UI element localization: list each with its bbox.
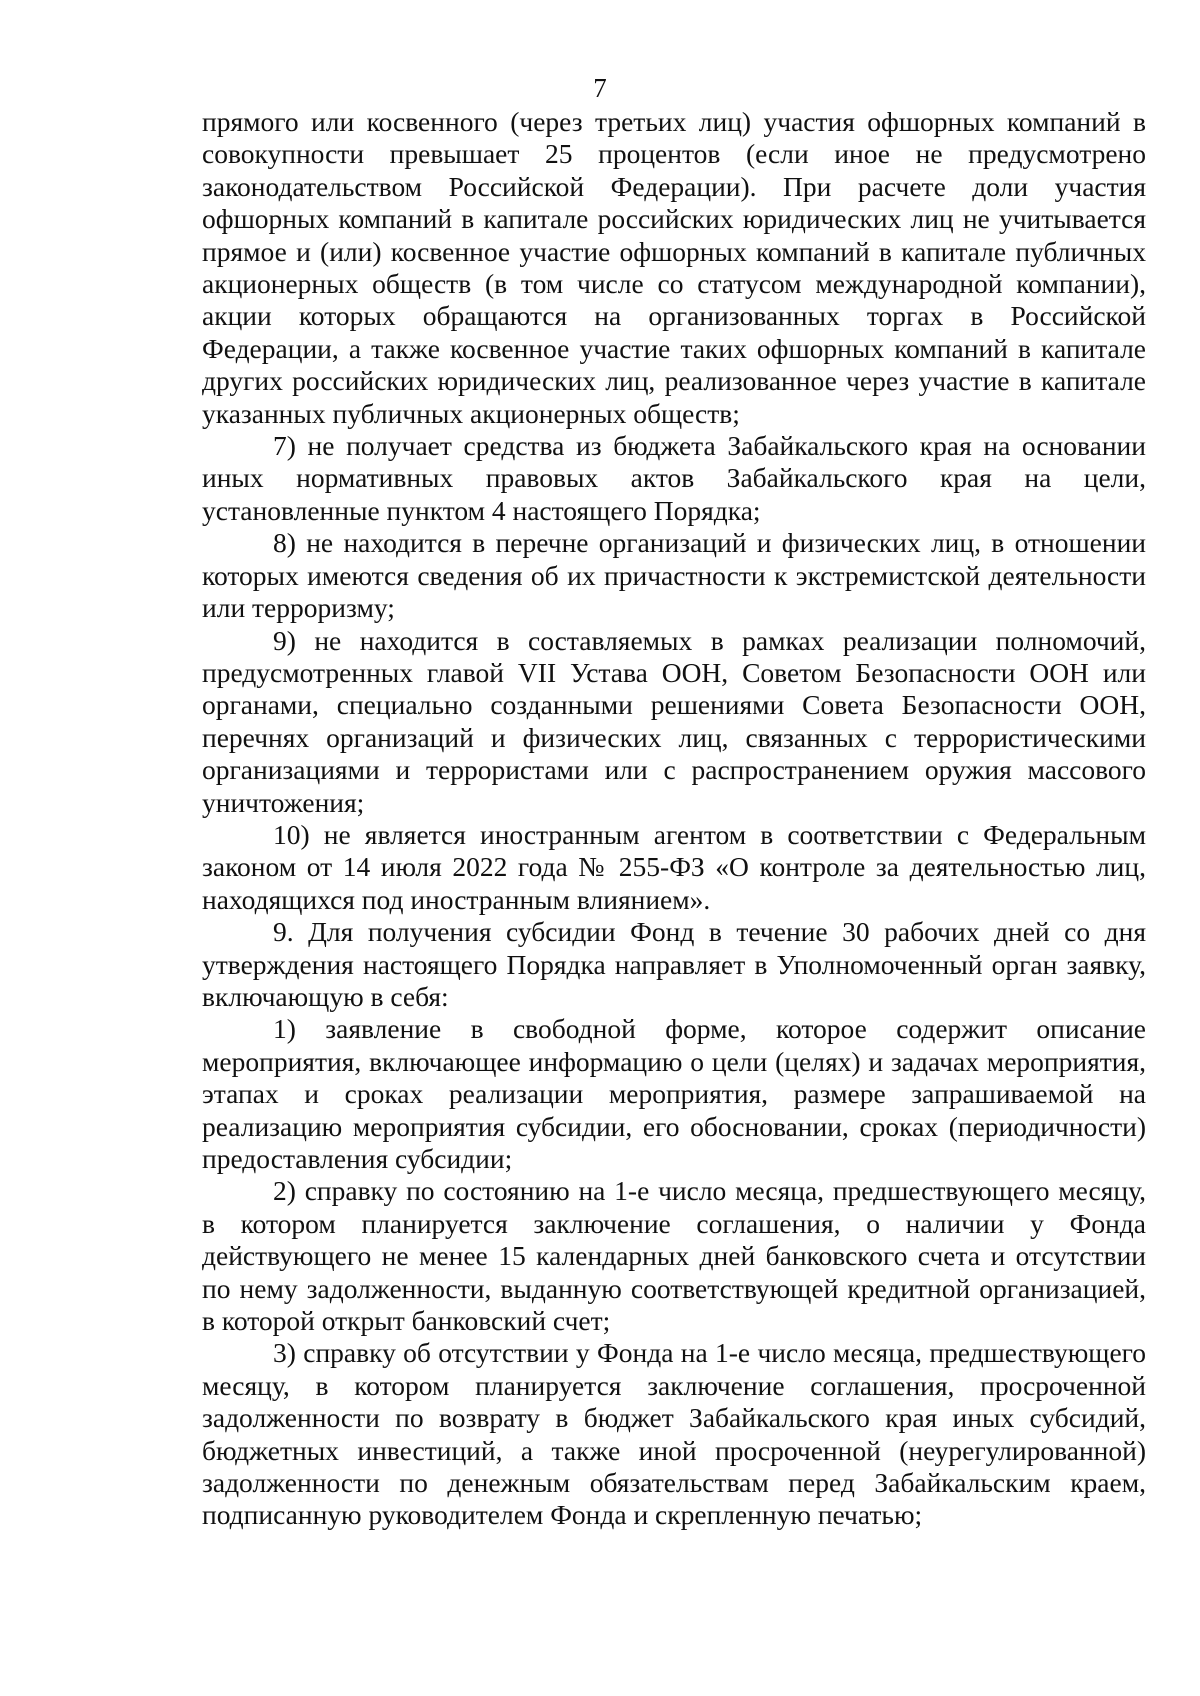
paragraph-item-7: 7) не получает средства из бюджета Забайкальского края на основании иных нормативных правовых актов Забайкальского края на цели, установленные пунктом 4 настоящего Порядка; [202,430,1146,526]
paragraph-subitem-3: 3) справку об отсутствии у Фонда на 1-е число месяца, предшествующего месяцу, в котором планируется заключение соглашения, просроченной задолженности по возврату в бюджет Забайкальского края иных субсидий, бюджетных инвестиций, а также иной просроченной (неурегулированной) задолженности по денежным обязательствам перед Забайкальским краем, подписанную руководителем Фонда и скрепленную печатью; [202,1337,1146,1531]
paragraph-offshore-participation: прямого или косвенного (через третьих лиц) участия офшорных компаний в совокупности превышает 25 процентов (если иное не предусмотрено законодательством Российской Федерации). При расчете доли участия офшорных компаний в капитале российских юридических лиц не учитывается прямое и (или) косвенное участие офшорных компаний в капитале публичных акционерных обществ (в том числе со статусом международной компании), акции которых обращаются на организованных торгах в Российской Федерации, а также косвенное участие таких офшорных компаний в капитале других российских юридических лиц, реализованное через участие в капитале указанных публичных акционерных обществ; [202,106,1146,429]
document-body [202,106,1146,1532]
paragraph-subitem-1: 1) заявление в свободной форме, которое содержит описание мероприятия, включающее информацию о цели (целях) и задачах мероприятия, этапах и сроках реализации мероприятия, размере запрашиваемой на реализацию мероприятия субсидии, его обосновании, сроках (периодичности) предоставления субсидии; [202,1013,1146,1174]
paragraph-clause-9: 9. Для получения субсидии Фонд в течение 30 рабочих дней со дня утверждения настоящего Порядка направляет в Уполномоченный орган заявку, включающую в себя: [202,916,1146,1012]
paragraph-item-10: 10) не является иностранным агентом в соответствии с Федеральным законом от 14 июля 2022 года № 255-ФЗ «О контроле за деятельностью лиц, находящихся под иностранным влиянием». [202,818,1146,915]
paragraph-item-9: 9) не находится в составляемых в рамках реализации полномочий, предусмотренных главой VII Устава ООН, Советом Безопасности ООН или органами, специально созданными решениями Совета Безопасности ООН, перечнях организаций и физических лиц, связанных с террористическими организациями и террористами или с распространением оружия массового уничтожения; [202,624,1146,818]
page-number: 7 [593,73,607,103]
paragraph-item-8: 8) не находится в перечне организаций и физических лиц, в отношении которых имеются сведения об их причастности к экстремистской деятельности или терроризму; [202,527,1146,624]
paragraph-subitem-2: 2) справку по состоянию на 1-е число месяца, предшествующего месяцу, в котором планируется заключение соглашения, о наличии у Фонда действующего не менее 15 календарных дней банковского счета и отсутствии по нему задолженности, выданную соответствующей кредитной организацией, в которой открыт банковский счет; [202,1175,1146,1337]
